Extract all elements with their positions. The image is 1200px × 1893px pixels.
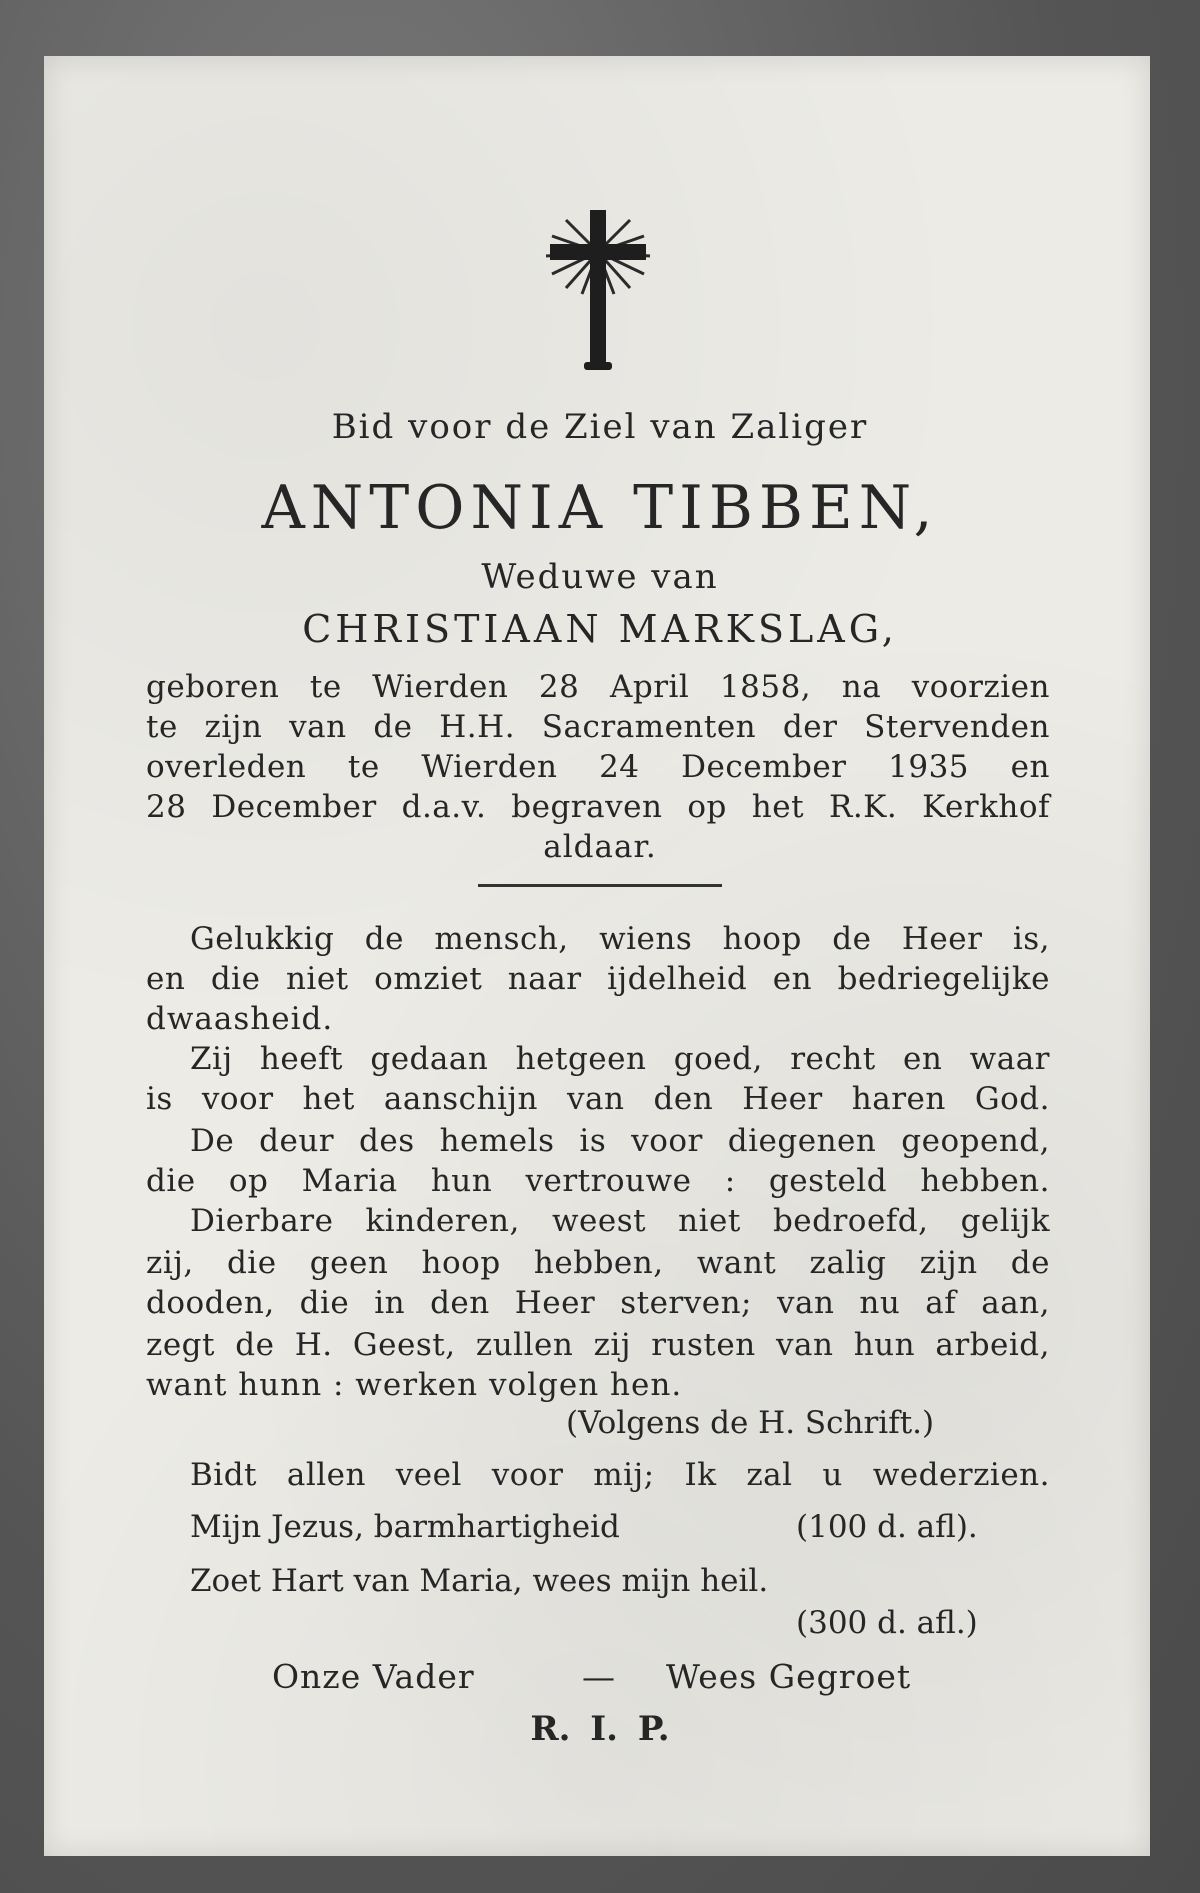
closing-prayer-hail-mary: Wees Gegroet xyxy=(666,1657,912,1696)
verse-line: Dierbare kinderen, weest niet bedroefd, gelijk xyxy=(190,1203,1050,1239)
bio-line: overleden te Wierden 24 December 1935 en xyxy=(146,749,1050,785)
verse-line: zij, die geen hoop hebben, want zalig zijn de xyxy=(146,1245,1050,1281)
prayer-line: Mijn Jezus, barmhartigheid xyxy=(190,1509,620,1545)
widow-of-label: Weduwe van xyxy=(481,557,719,597)
verse-line: want hunn : werken volgen hen. xyxy=(146,1367,683,1403)
verse-line: De deur des hemels is voor diegenen geopend, xyxy=(190,1123,1050,1159)
bio-line: 28 December d.a.v. begraven op het R.K. Kerkhof xyxy=(146,789,1050,825)
closing-dash: — xyxy=(582,1657,615,1696)
verse-line: Zij heeft gedaan hetgeen goed, recht en waar xyxy=(190,1041,1050,1077)
prayer-line: Bidt allen veel voor mij; Ik zal u wederzien. xyxy=(190,1457,1050,1493)
verse-line: dooden, die in den Heer sterven; van nu af aan, xyxy=(146,1285,1050,1321)
indulgence-note: (300 d. afl.) xyxy=(796,1605,978,1641)
verse-line: en die niet omziet naar ijdelheid en bedriegelijke xyxy=(146,961,1050,997)
prayer-line: Zoet Hart van Maria, wees mijn heil. xyxy=(190,1563,769,1599)
spouse-name: CHRISTIAAN MARKSLAG, xyxy=(302,607,898,651)
prayer-heading: Bid voor de Ziel van Zaliger xyxy=(331,407,869,447)
bio-line: te zijn van de H.H. Sacramenten der Stervenden xyxy=(146,709,1050,745)
bio-line-last: aldaar. xyxy=(543,829,657,865)
radiant-cross-icon xyxy=(538,206,658,376)
verse-line: zegt de H. Geest, zullen zij rusten van hun arbeid, xyxy=(146,1327,1050,1363)
deceased-name: ANTONIA TIBBEN, xyxy=(261,473,939,543)
verse-line: is voor het aanschijn van den Heer haren God. xyxy=(146,1081,1050,1117)
divider-line xyxy=(478,884,722,887)
rip: R. I. P. xyxy=(530,1709,670,1749)
verse-line: Gelukkig de mensch, wiens hoop de Heer is, xyxy=(190,921,1050,957)
verse-line: die op Maria hun vertrouwe : gesteld hebben. xyxy=(146,1163,1050,1199)
closing-prayer-our-father: Onze Vader xyxy=(272,1657,475,1696)
verse-line: dwaasheid. xyxy=(146,1001,334,1037)
scripture-attribution: (Volgens de H. Schrift.) xyxy=(566,1405,935,1441)
bio-line: geboren te Wierden 28 April 1858, na voorzien xyxy=(146,669,1050,705)
indulgence-note: (100 d. afl). xyxy=(796,1509,978,1545)
